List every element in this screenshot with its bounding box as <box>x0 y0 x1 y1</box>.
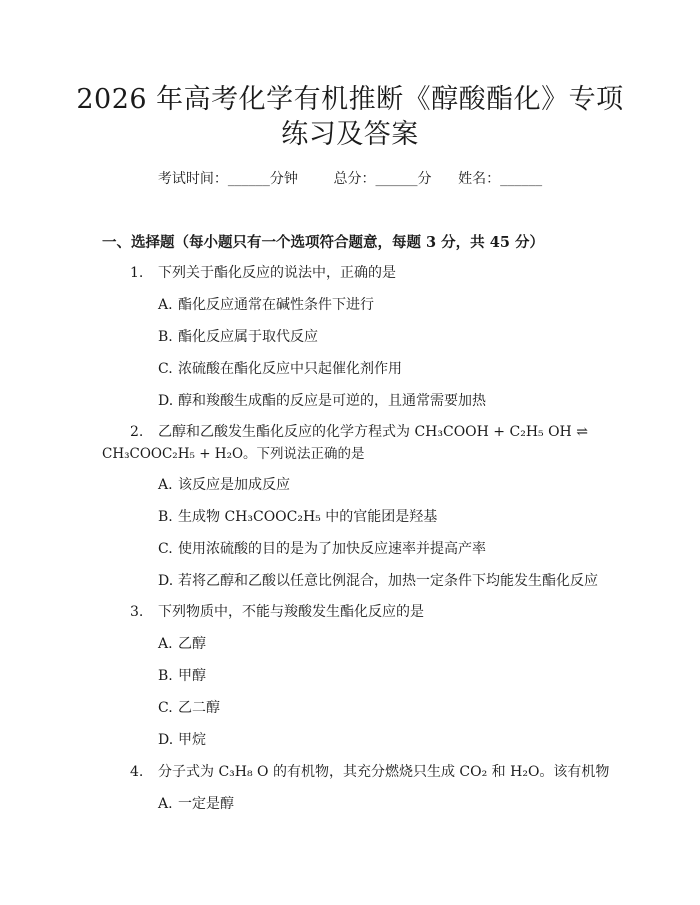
option-1c: C. 浓硫酸在酯化反应中只起催化剂作用 <box>158 361 402 377</box>
question-text: 乙醇和乙酸发生酯化反应的化学方程式为 CH₃COOH + C₂H₅ OH ⇌ <box>158 424 588 440</box>
question-1 <box>130 262 396 282</box>
document-title-line-1: 2026 年高考化学有机推断《醇酸酯化》专项 <box>76 84 624 115</box>
option-2a: A. 该反应是加成反应 <box>158 477 290 493</box>
option-3b: B. 甲醇 <box>158 668 206 684</box>
exam-time-field: 考试时间：______分钟 <box>157 171 298 187</box>
option-1a: A. 酯化反应通常在碱性条件下进行 <box>158 297 374 313</box>
question-text: 下列物质中，不能与羧酸发生酯化反应的是 <box>158 604 424 620</box>
option-3a: A. 乙醇 <box>158 636 206 652</box>
option-2b: B. 生成物 CH₃COOC₂H₅ 中的官能团是羟基 <box>158 509 438 525</box>
question-4 <box>130 761 609 781</box>
question-text: 下列关于酯化反应的说法中，正确的是 <box>158 265 396 281</box>
question-number: 1. <box>130 265 144 281</box>
student-name-field: 姓名：______ <box>458 171 543 187</box>
question-number: 3. <box>130 604 144 620</box>
option-2c: C. 使用浓硫酸的目的是为了加快反应速率并提高产率 <box>158 541 486 557</box>
question-2-continued: CH₃COOC₂H₅ + H₂O。下列说法正确的是 <box>102 446 365 462</box>
question-number: 4. <box>130 764 144 780</box>
option-3c: C. 乙二醇 <box>158 700 220 716</box>
option-1b: B. 酯化反应属于取代反应 <box>158 329 318 345</box>
document-title-line-2: 练习及答案 <box>281 119 419 150</box>
question-2 <box>130 421 588 441</box>
total-score-field: 总分：______分 <box>333 171 432 187</box>
option-3d: D. 甲烷 <box>158 732 206 748</box>
section-heading: 一、选择题（每小题只有一个选项符合题意，每题 3 分，共 45 分） <box>102 234 544 251</box>
option-2d: D. 若将乙醇和乙酸以任意比例混合，加热一定条件下均能发生酯化反应 <box>158 573 598 589</box>
question-number: 2. <box>130 424 144 440</box>
option-4a: A. 一定是醇 <box>158 796 234 812</box>
option-1d: D. 醇和羧酸生成酯的反应是可逆的，且通常需要加热 <box>158 393 486 409</box>
exam-meta <box>0 168 700 188</box>
question-text: 分子式为 C₃H₈ O 的有机物，其充分燃烧只生成 CO₂ 和 H₂O。该有机物 <box>158 764 610 780</box>
question-3 <box>130 601 424 621</box>
